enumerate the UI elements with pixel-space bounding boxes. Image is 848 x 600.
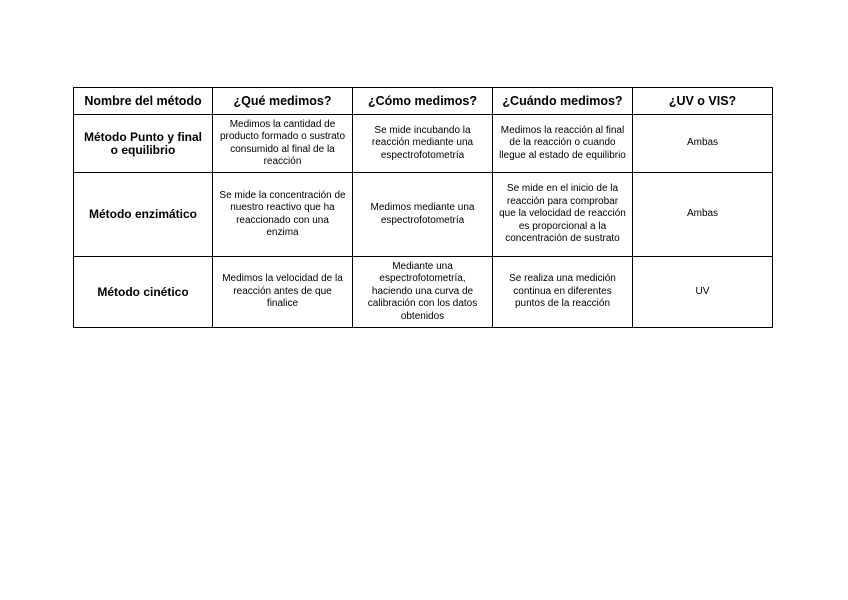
header-what: ¿Qué medimos? (213, 88, 353, 115)
what-cell: Medimos la velocidad de la reacción antes de que finalice (213, 257, 353, 328)
method-name-cell: Método enzimático (74, 173, 213, 257)
what-cell: Se mide la concentración de nuestro reactivo que ha reaccionado con una enzima (213, 173, 353, 257)
how-cell: Se mide incubando la reacción mediante una espectrofotometría (353, 115, 493, 173)
what-cell: Medimos la cantidad de producto formado o sustrato consumido al final de la reacción (213, 115, 353, 173)
table-row (74, 257, 773, 328)
uv-vis-cell: Ambas (633, 173, 773, 257)
when-cell: Medimos la reacción al final de la reacción o cuando llegue al estado de equilibrio (493, 115, 633, 173)
uv-vis-cell: UV (633, 257, 773, 328)
header-uv-vis: ¿UV o VIS? (633, 88, 773, 115)
method-name-cell: Método cinético (74, 257, 213, 328)
table-row (74, 173, 773, 257)
how-cell: Medimos mediante una espectrofotometría (353, 173, 493, 257)
methods-table (73, 87, 773, 328)
header-how: ¿Cómo medimos? (353, 88, 493, 115)
uv-vis-cell: Ambas (633, 115, 773, 173)
table-row (74, 115, 773, 173)
when-cell: Se mide en el inicio de la reacción para comprobar que la velocidad de reacción es proporcional a la concentración de sustrato (493, 173, 633, 257)
method-name-cell: Método Punto y final o equilibrio (74, 115, 213, 173)
header-when: ¿Cuándo medimos? (493, 88, 633, 115)
header-method-name: Nombre del método (74, 88, 213, 115)
when-cell: Se realiza una medición continua en diferentes puntos de la reacción (493, 257, 633, 328)
table-header-row (74, 88, 773, 115)
how-cell: Mediante una espectrofotometría, haciendo una curva de calibración con los datos obtenidos (353, 257, 493, 328)
